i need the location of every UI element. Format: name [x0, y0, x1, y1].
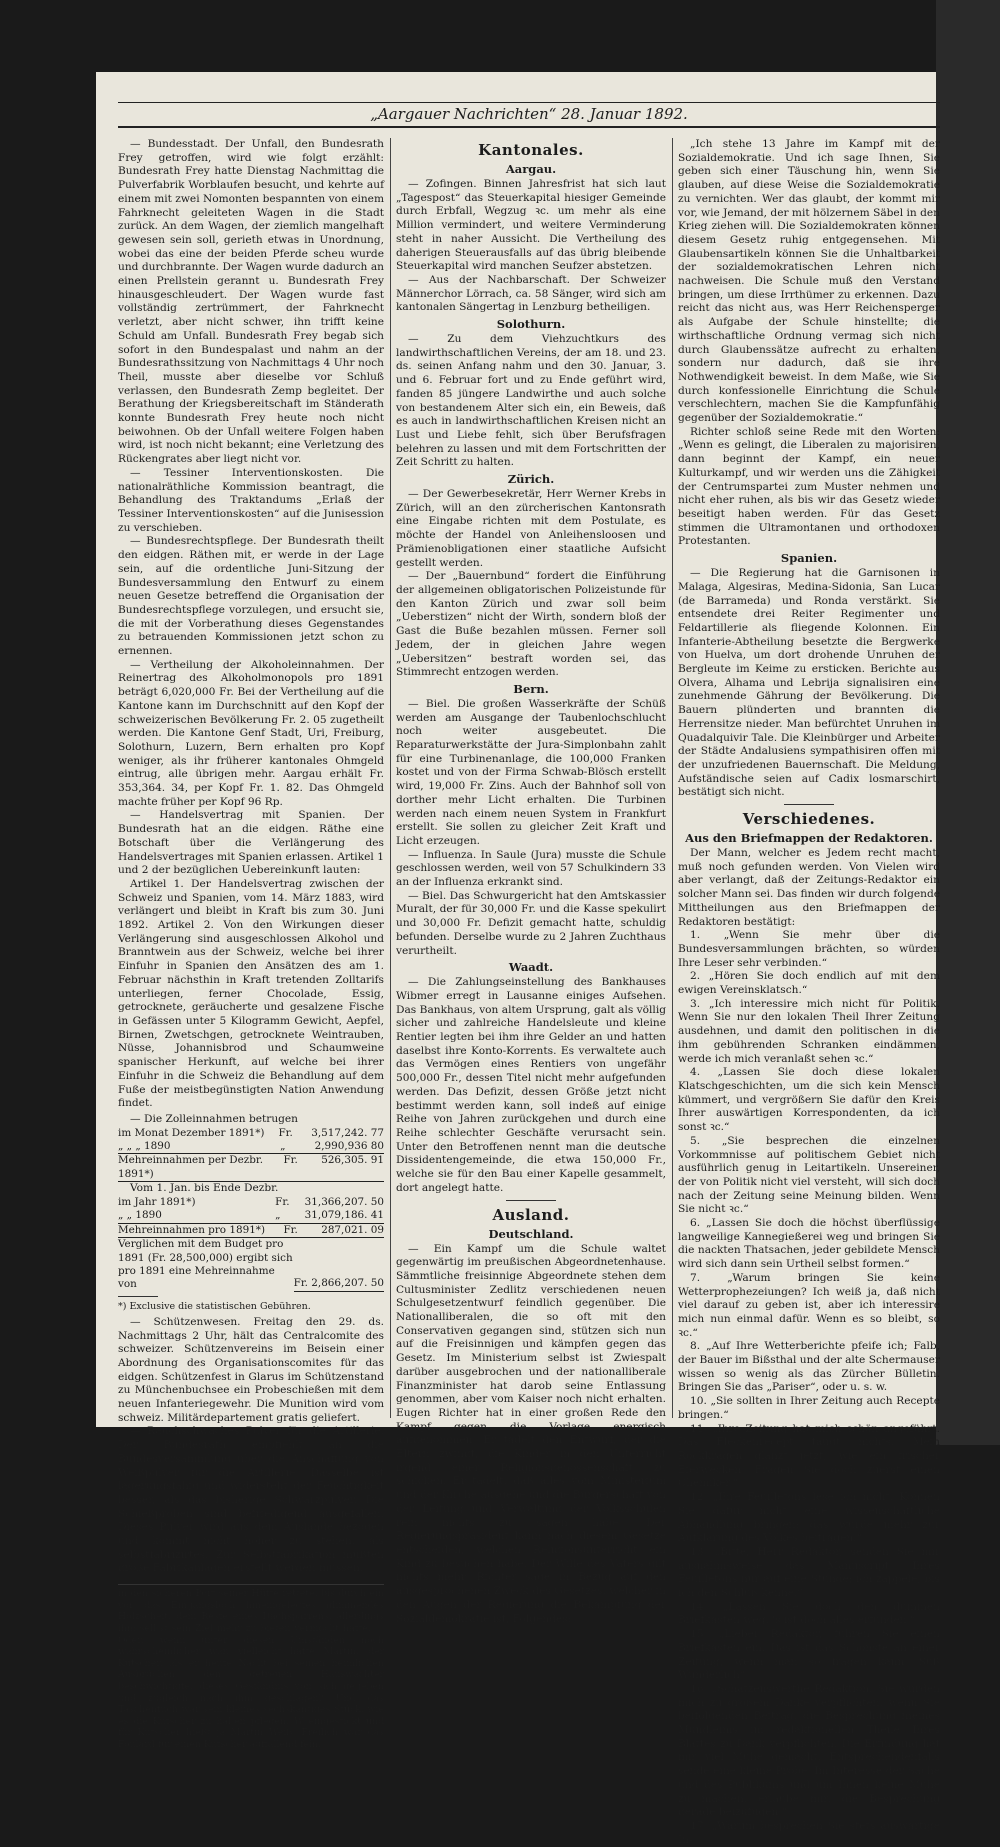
column-left	[118, 138, 384, 1750]
stats-row	[118, 1140, 384, 1153]
article-paragraph: — Influenza. In Saule (Jura) musste die Schule geschlossen werden, weil von 57 Schulkindern 33 an der Influenza erkrankt sind.	[396, 848, 666, 889]
stats-heading: — Die Zolleinnahmen betrugen	[130, 1112, 299, 1125]
stats-compare: Verglichen mit dem Budget pro 1891 (Fr. 28,500,000) ergibt sich pro 1891 eine Mehreinnahme von	[118, 1238, 293, 1291]
stats-row	[118, 1209, 384, 1222]
article-paragraph: 3. „Ich interessire mich nicht für Politik. Wenn Sie nur den lokalen Theil Ihrer Zeitung ausdehnen, und damit den politischen in die ihm gebührenden Schranken eindämmen, werde ich mich veranlaßt sehen ꝛc.“	[678, 997, 940, 1065]
stats-currency: Fr.	[275, 1195, 290, 1208]
feuilleton	[118, 1584, 384, 1750]
column-middle	[396, 138, 666, 1625]
article-paragraph: — Der Gewerbesekretär, Herr Werner Krebs in Zürich, will an den zürcherischen Kantonsrath eine Eingabe richten mit dem Postulate, es möchte der Handel von Anleihensloosen und Prämienobligationen einer staatliche Aufsicht gestellt werden.	[396, 488, 666, 569]
header-title: „Aargauer Nachrichten“ 28. Januar 1892.	[370, 105, 688, 123]
stats-label: „ „ 1890	[118, 1209, 162, 1222]
article-paragraph: 16. „Schätzenswerthe Redaktion. Sie würden mich zu großem Danke verpflichten, wenn Sie beifolgenden Beitrag, die Besprechung meines Mundleims im redaktionellen Theile Ihres Blattes zu Dank verpflichten. Die Erfindung hat mir viel Mühe gemacht. Entsprechendenfalls sende eine kleine Probe. Im Interesse der Sache und des Publikums und um Ihnen keine Mühe zu machen, erlaube mir, die Besprechung gerade beizufügen.“	[678, 1682, 940, 1819]
article-paragraph: — Zofingen. Binnen Jahresfrist hat sich laut „Tagespost“ das Steuerkapital hiesiger Gemeinde durch Erbfall, Wegzug ꝛc. um mehr als eine Million vermindert, und weitere Verminderung steht in naher Aussicht. Die Vertheilung des daherigen Steuerausfalls auf das übrig bleibende Steuerkapital wird manchen Seufzer abstetzen.	[396, 178, 666, 273]
stats-row	[118, 1196, 384, 1209]
subsection-heading: Aargau.	[505, 162, 557, 176]
stats-value: 526,305. 91	[321, 1154, 384, 1167]
article-paragraph: „Ich stehe 13 Jahre im Kampf mit der Sozialdemokratie. Und ich sage Ihnen, Sie geben sich einer Täuschung hin, wenn Sie glauben, auf diese Weise die Sozialdemokratie zu vernichten. Wer das glaubt, der kommt mir vor, wie Jemand, der mit hölzernem Säbel in den Krieg ziehen will. Die Sozialdemokraten können diesem Gesetz ruhig entgegensehen. Mit Glaubensartikeln können Sie die Unhaltbarkeit der sozialdemokratischen Lehren nicht nachweisen. Die Schule muß den Verstand bringen, um diese Irrthümer zu erkennen. Dazu reicht das nicht aus, was Herr Reichensperger als Aufgabe der Schule hinstellte; die wirthschaftliche Ordnung vermag sich nicht durch Glaubenssätze aufrecht zu erhalten, sondern nur dadurch, daß sie ihre Nothwendigkeit beweist. In dem Maße, wie Sie durch konfessionelle Einrichtung die Schule verschlechtern, machen Sie die Kampfunfähig gegenüber der Sozialdemokratie.“	[678, 138, 940, 425]
article-paragraph: 8. „Auf Ihre Wetterberichte pfeife ich; Falb, der Bauer im Bißsthal und der alte Schermauser wissen so wenig als das Zürcher Bülletin. Bringen Sie das „Pariser“, oder u. s. w.	[678, 1340, 940, 1394]
stats-row	[118, 1127, 384, 1140]
section-heading: Verschiedenes.	[742, 810, 876, 829]
stats-compare-row	[118, 1238, 384, 1292]
subsection-heading: Spanien.	[780, 551, 838, 566]
stats-sub: Vom 1. Jan. bis Ende Dezbr.	[130, 1182, 279, 1195]
article-paragraph: 7. „Warum bringen Sie keine Wetterprophezeiungen? Ich weiß ja, daß nicht viel darauf zu geben ist, aber ich interessire mich nun einmal dafür. Wenn es so bleibt, so ꝛc.“	[678, 1271, 940, 1339]
subsection-heading: Waadt.	[508, 960, 554, 975]
stats-value: 31,366,207. 50	[304, 1195, 384, 1208]
subsection-heading: Zürich.	[507, 472, 555, 487]
stats-value: 287,021. 09	[321, 1223, 384, 1236]
subsection-heading: Deutschland.	[488, 1226, 574, 1241]
article-paragraph: 4. „Lassen Sie doch diese lokalen Klatschgeschichten, um die sich kein Mensch kümmert, und vergrößern Sie dafür den Kreis Ihrer auswärtigen Korrespondenten, da ich sonst ꝛc.“	[678, 1066, 940, 1134]
article-paragraph: — Ein Kampf um die Schule waltet gegenwärtig im preußischen Abgeordnetenhause. Sämmtliche freisinnige Abgeordnete stehen dem Cultusminister Zedlitz verschiedenen neuen Schulgesetzentwurf feindlich gegenüber. Die Nationalliberalen, die so oft mit den Conservativen gegangen sind, stützen sich nun auf die Freisinnigen und kämpfen gegen das Gesetz. Im Ministerium selbst ist Zwiespalt darüber ausgebrochen und der nationalliberale Finanzminister hat darob seine Entlassung genommen, aber vom Kaiser noch nicht erhalten. Eugen Richter hat in einer großen Rede den Kampf gegen die Vorlage energisch aufgenommen. Er tadelt den Entwurf, der die Eltern zwingt, die Kinder in den Unterricht irgend einer Religionsgenossenschaft zu schicken. Er tadelt, daß alles vom Ministerium und der Kirche ausgehe und die Bürgerschaft von der Leitung und Verwaltung der Volksschulen rein nichts zu sagen habe. Der Regierungspräsident kann nach diesem Gesetze entscheiden, welchen Religionsunterricht ein Kind zu besuchen habe. Der Wille des Vaters gilt nichts mehr. Richter sage in Bezug auf den ausgesprochenen Zweck des Gesetzes, welcher in den Augen der Regierung die Bekämpfung der Sozialdemokratie ist, Folgendes:	[396, 1242, 666, 1625]
article-paragraph: — Bundesrechtspflege. Der Bundesrath theilt den eidgen. Räthen mit, er werde in der Lage sein, auf die ordentliche Juni-Sitzung der Bundesversammlung den Entwurf zu einem neuen Gesetze betreffend die Organisation der Bundesrechtspflege vorzulegen, und ersucht sie, die mit der Vorberathung dieses Gegenstandes zu betrauenden Kommissionen jetzt schon zu ernennen.	[118, 535, 384, 658]
stats-row	[118, 1153, 384, 1182]
stats-value: 3,517,242. 77	[311, 1126, 384, 1139]
article-paragraph: 2. „Hören Sie doch endlich auf mit dem ewigen Vereinsklatsch.“	[678, 970, 940, 997]
column-rule	[672, 138, 673, 1418]
scanner-margin	[936, 0, 1000, 1445]
stats-label: im Monat Dezember 1891*)	[118, 1126, 265, 1139]
article-paragraph: 13. „Bitte, Herr Redaktor, senden Sie mir ausnahmsweise das Manuscript Ihres Feuilletons nur auf eine Stunde; ich zappele, bis ich den Schluß kenne.“	[678, 1545, 940, 1600]
stats-value: 2,990,936 80	[314, 1140, 384, 1153]
article-paragraph: — Schützenwesen. Freitag den 29. ds. Nachmittags 2 Uhr, hält das Centralcomite des schweizer. Schützenvereins im Beisein einer Abordnung des Organisationscomites für das eidgen. Schützenfest in Glarus im Schützenstand zu Münchenbuchsee ein Probeschießen mit dem neuen Infanteriegewehr. Die Munition wird vom schweiz. Militärdepartement gratis geliefert.	[118, 1315, 384, 1424]
stats-row	[118, 1223, 384, 1238]
customs-stats	[118, 1113, 384, 1313]
article-paragraph: — Bundesstadt. Der Unfall, den Bundesrath Frey getroffen, wird wie folgt erzählt: Bundesrath Frey hatte Dienstag Nachmittag die Pulverfabrik Worblaufen besucht, und kehrte auf einem mit zwei Nomonten bespannten von einem Fahrknecht geleiteten Wagen in die Stadt zurück. An dem Wagen, der ziemlich mangelhaft gewesen sein soll, gerieth etwas in Unordnung, wobei das eine der beiden Pferde scheu wurde und durchbrannte. Der Wagen wurde dadurch an einen Prellstein gerannt u. Bundesrath Frey hinausgeschleudert. Der Wagen wurde fast vollständig zertrümmert, der Fahrknecht verletzt, aber nicht schwer, ihn trifft keine Schuld am Unfall. Bundesrath Frey begab sich sofort in den Bundespalast und nahm an der Bundesrathssitzung von Nachmittags 4 Uhr noch Theil, musste aber dieselbe vor Schluß verlassen, den Bundesrath Zemp begleitet. Der Berathung der Kriegsbereitschaft im Ständerath konnte Bundesrath Frey heute noch nicht beiwohnen. Ob der Unfall weitere Folgen haben wird, ist noch nicht bekannt; eine Verletzung des Rückengrates aber liegt nicht vor.	[118, 138, 384, 466]
article-paragraph: Artikel 1. Der Handelsvertrag zwischen der Schweiz und Spanien, vom 14. März 1883, wird verlängert und bleibt in Kraft bis zum 30. Juni 1892. Artikel 2. Von den Wirkungen dieser Verlängerung sind ausgeschlossen Alkohol und Branntwein aus der Schweiz, welche bei ihrer Einfuhr in Spanien den Ansätzen des am 1. Februar nächsthin in Kraft tretenden Zolltarifs unterliegen, ferner Chocolade, Essig, getrocknete, geräucherte und gesalzene Fische in Gefässen unter 5 Kilogramm Gewicht, Aepfel, Birnen, Zwetschgen, getrocknete Weintrauben, Nüsse, Johannisbrod und Schaumweine spanischer Herkunft, auf welche bei ihrer Einfuhr in die Schweiz die Behandlung auf dem Fuße der meistbegünstigten Nation Anwendung findet.	[118, 877, 384, 1110]
page-header	[118, 102, 940, 128]
article-paragraph: 14. „Lassen Sie doch den dummen Briefkasten weg, 's ist doch alles erfunden.“	[678, 1600, 940, 1627]
stats-currency: „	[280, 1140, 286, 1153]
article-paragraph: — Rauchschwaches Pulver für die Artillerie. Der Bundesrath empfiehlt an die Bundesversammlung über die Anschaffung von Weißpulver für die Artillerie. Dasselbe ist lagerungsfähig und widersteht der Feuchtigkeit besser, als das bisherige Schwarzpulver. Die Schießproben sind befriedigend ausgefallen. Dieses Pulver wird aus dem Auslande bezogen und kommt nicht höher zu stehen, als selbstfabrizirtes. Zur Selbstfabrikation müßten große Fabrikanlagen erstellt werden müssen.	[118, 1425, 384, 1575]
stats-currency: „	[275, 1209, 281, 1222]
article-paragraph: 10. „Sie sollten in Ihrer Zeitung auch Recepte bringen.“	[678, 1395, 940, 1421]
article-paragraph: — Tessiner Interventionskosten. Die nationalräthliche Kommission beantragt, die Behandlung des Traktandums „Erlaß der Tessiner Interventionskosten“ auf die Junisession zu verschieben.	[118, 466, 384, 534]
stats-block-2	[118, 1196, 384, 1238]
stats-currency: Fr.	[283, 1154, 298, 1167]
stats-label: Mehreinnahmen pro 1891*)	[118, 1223, 266, 1236]
article-paragraph: 5. „Sie besprechen die einzelnen Vorkommnisse auf politischem Gebiet nicht ausführlich genug in Leitartikeln. Unsereiner, der von Politik nicht viel versteht, will sich doch nach der Zeitung seine Meinung bilden. Wenn Sie nicht ꝛc.“	[678, 1134, 940, 1216]
article-paragraph: — Biel. Die großen Wasserkräfte der Schüß werden am Ausgange der Taubenlochschlucht noch weiter ausgebeutet. Die Reparaturwerkstätte der Jura-Simplonbahn zahlt für eine Turbinenanlage, die 100,000 Franken kostet und von der Firma Schwab-Blösch erstellt wird, 19,000 Fr. Zins. Auch der Bahnhof soll von dorther mehr Licht erhalten. Die Turbinen werden nach einem neuen System in Frankfurt erstellt. Sie sollen zu gleicher Zeit Kraft und Licht erzeugen.	[396, 697, 666, 847]
stats-label: Mehreinnahmen per Dezbr. 1891*)	[118, 1154, 263, 1180]
article-paragraph: — Die Zahlungseinstellung des Bankhauses Wibmer erregt in Lausanne einiges Aufsehen. Das Bankhaus, von altem Ursprung, galt als völlig sicher und zahlreiche Handelsleute und kleine Rentier legten bei ihm ihre Gelder an und hatten daselbst ihre Konto-Korrents. Es verwaltete auch das Vermögen eines Rentiers von ungefähr 500,000 Fr., dessen Titel nicht mehr aufgefunden werden. Das Defizit, dessen Größe jetzt nicht bestimmt werden kann, soll indeß auf einige Reihe von Jahren zurückgehen und durch eine Reihe schlechter Geschäfte verursacht sein. Unter den Betroffenen nennt man die deutsche Dissidentengemeinde, die etwa 150,000 Fr., welche sie für den Bau einer Kapelle gesammelt, dort angelegt hatte.	[396, 976, 666, 1194]
article-paragraph: Richter schloß seine Rede mit den Worten: „Wenn es gelingt, die Liberalen zu majorisiren, dann beginnt der Kampf, ein neuer Kulturkampf, und wir werden uns die Zähigkeit der Centrumspartei zum Muster nehmen und nicht eher ruhen, als bis wir das Gesetz wieder beseitigt haben werden. Für das Gesetz stimmen die Ultramontanen und orthodoxen Protestanten.	[678, 425, 940, 548]
article-paragraph: — Zu dem Viehzuchtkurs des landwirthschaftlichen Vereins, der am 18. und 23. ds. seinen Anfang nahm und den 30. Januar, 3. und 6. Februar fort und zu Ende geführt wird, fanden 85 jüngere Landwirthe und auch solche von bestandenem Alter sich ein, ein Beweis, daß es auch in landwirthschaftlichen Kreisen nicht an Lust und Liebe fehlt, sich über Berufsfragen belehren zu lassen und mit dem Fortschritten der Zeit Schritt zu halten.	[396, 333, 666, 469]
article-paragraph: — Der „Bauernbund“ fordert die Einführung der allgemeinen obligatorischen Polizeistunde für den Kanton Zürich und zwar soll beim „Ueberstizen“ nicht der Wirth, sondern bloß der Gast die Buße bezahlen müssen. Ferner soll Jedem, der in gleichen Jahre wegen „Uebersitzen“ bestraft worden sei, das Stimmrecht entzogen werden.	[396, 570, 666, 679]
subsection-heading: Aus den Briefmappen der Redaktoren.	[685, 831, 933, 846]
article-paragraph: — Biel. Das Schwurgericht hat den Amtskassier Muralt, der für 30,000 Fr. und die Kasse spekulirt und 30,000 Fr. Defizit gemacht hatte, schuldig befunden. Derselbe wurde zu 2 Jahren Zuchthaus verurtheilt.	[396, 889, 666, 957]
article-paragraph: Der Mann, welcher es Jedem recht macht, muß noch gefunden werden. Von Vielen wird aber verlangt, daß der Zeitungs-Redaktor ein solcher Mann sei. Das finden wir durch folgende Mittheilungen aus den Briefmappen der Redaktoren bestätigt:	[678, 847, 940, 928]
stats-currency: Fr.	[283, 1223, 298, 1236]
article-paragraph: — Handelsvertrag mit Spanien. Der Bundesrath hat an die eidgen. Räthe eine Botschaft über die Verlängerung des Handelsvertrages mit Spanien erlassen. Artikel 1 und 2 der bezüglichen Uebereinkunft lauten:	[118, 809, 384, 877]
col1-articles	[118, 138, 384, 1111]
stats-label: im Jahr 1891*)	[118, 1195, 196, 1208]
subsection-heading: Bern.	[513, 681, 549, 696]
feuilleton-text: in den sicheren Port seiner Hütte rettete, bis durch ein vor das Eingangsloch hineingelegtes glimmendes Holzscheit, dem Reste eines Dachsparrens, allerdings ihm selbst sein Ziel mehr zu bieten vermocht hatte. — Oder, wenn unter diesen Umständen noch wahrscheinlicher war, vielleicht hatte Martin, der Kutscher, als er heute Nacht bei seinen heimlichen Ausbrüchen den getreuen Hauswächter beschwichtigte, dieses Geständnis von sich gegeben und zugleich nach ihm geschlagen? Und das Taschentuch war sein kleines sechskantiges Stück, wie es die Kutscher zu haben pflegen. W eingestickt und für Kutscher hießt ja Martin Weiß. Freilich war das Foulard für einen Kutscher auffallend fein.	[118, 1588, 384, 1750]
section-heading: Kantonales.	[478, 141, 584, 159]
stats-currency: Fr.	[278, 1126, 293, 1139]
article-paragraph: — Die Regierung hat die Garnisonen in Malaga, Algesiras, Medina-Sidonia, San Lucar (de Barrameda) und Ronda verstärkt. Sie entsendete drei Reiter Regimenter und Feldartillerie als fliegende Kolonnen. Ein Infanterie-Abtheilung besetzte die Bergwerke von Huelva, um dort drohende Unruhen der Bergleute im Keime zu ersticken. Berichte aus Olvera, Alhama und Lebrija signalisiren eine zunehmende Gährung der Bevölkerung. Die Bauern plünderten und brannten die Herrensitze nieder. Man befürchtet Unruhen im Quadalquivir Tale. Die Kleinbürger und Arbeiter der Städte Andalusiens sympathisiren offen mit der unzufriedenen Bauernschaft. Die Meldung, Aufständische seien auf Cadix losmarschirt, bestätigt sich nicht.	[678, 567, 940, 799]
article-paragraph: 1. „Wenn Sie mehr über die Bundesversammlungen brächten, so würden Ihre Leser sehr verbinden.“	[678, 929, 940, 969]
column-right	[678, 138, 940, 1846]
article-paragraph: 17. „Warum besprechen Sie stets auswärtige In-	[678, 1819, 940, 1846]
article-paragraph: — Vertheilung der Alkoholeinnahmen. Der Reinertrag des Alkoholmonopols pro 1891 beträgt 6,020,000 Fr. Bei der Vertheilung auf die Kantone kann im Durchschnitt auf den Kopf der schweizerischen Bevölkerung Fr. 2. 05 zugetheilt werden. Die Kantone Genf Stadt, Uri, Freiburg, Solothurn, Luzern, Bern erhalten pro Kopf weniger, als ihr früherer kantonales Ohmgeld eintrug, alle übrigen mehr. Aargau erhält Fr. 353,364. 34, per Kopf Fr. 1. 82. Das Ohmgeld machte früher per Kopf 96 Rp.	[118, 658, 384, 808]
stats-compare-value: Fr. 2,866,207. 50	[294, 1277, 384, 1291]
col3-articles	[678, 138, 940, 1847]
separator	[506, 1200, 556, 1201]
article-paragraph: 11. „Ihre Zeitung hat mich schön angeführt. Das Fleckenrecept taugt nichts. Mein Rockkragen glänzt jetzt, wie ein frischer Eierwecken. Fragen Sie doch zuerst einen Chemiker.“	[678, 1422, 940, 1490]
stats-label: „ „ „ 1890	[118, 1140, 171, 1153]
stats-value: 31,079,186. 41	[304, 1209, 384, 1222]
section-heading: Ausland.	[492, 1205, 570, 1224]
subsection-heading: Solothurn.	[496, 317, 566, 332]
column-rule	[390, 138, 391, 1418]
stats-footnote: *) Exclusive die statistischen Gebühren.	[118, 1300, 311, 1312]
separator	[118, 1296, 158, 1297]
stats-block-1	[118, 1127, 384, 1183]
article-paragraph: 12. „Ihre Feuilletons lese ich nicht. Können Sie dafür nicht eine wissenschaftliche Abhandlung bringen; das würde mehr zur Aufklärung des Volkes beitragen.“	[678, 1491, 940, 1545]
col2-articles	[396, 140, 666, 1626]
col1b-articles	[118, 1316, 384, 1576]
newspaper-page	[96, 72, 940, 1846]
article-paragraph: 6. „Lassen Sie doch die höchst überflüssige langweilige Kannegießerei weg und bringen Sie die nackten Thatsachen, jeder gebildete Mensch wird sich dann sein Urtheil selbst formen.“	[678, 1217, 940, 1271]
article-paragraph: — Aus der Nachbarschaft. Der Schweizer Männerchor Lörrach, ca. 58 Sänger, wird sich am kantonalen Sängertag in Lenzburg betheiligen.	[396, 273, 666, 314]
article-paragraph: 15. „Lieber Redaktor, führen Sie einen Briefkasten ein. Das ist das Schönste an einer Zeitung, wenn man so fragen kann. Süß Wunderlich“	[678, 1628, 940, 1682]
separator	[784, 804, 834, 805]
